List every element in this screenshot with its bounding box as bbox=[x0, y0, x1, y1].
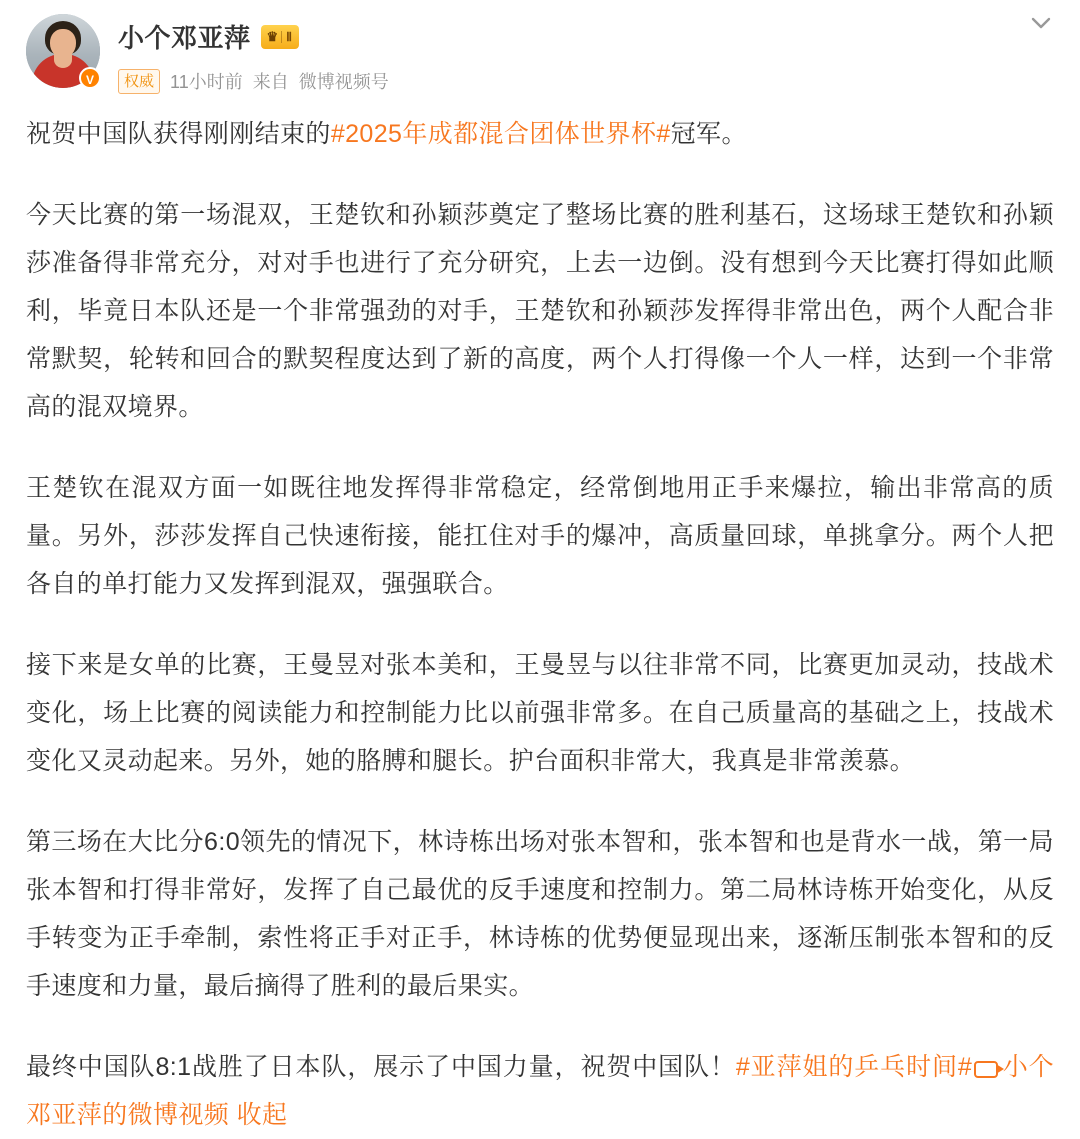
video-title-link[interactable]: 小个邓亚萍的微博视频 bbox=[26, 1053, 1054, 1129]
post-meta bbox=[118, 68, 1054, 94]
author-info bbox=[118, 14, 1054, 94]
paragraph-5: 第三场在大比分6:0领先的情况下，林诗栋出场对张本智和，张本智和也是背水一战，第一局张本智和打得非常好，发挥了自己最优的反手速度和控制力。第二局林诗栋开始变化，从反手转变为正手牵制，索性将正手对正手，林诗栋的优势便显现出来，逐渐压制张本智和的反手速度和力量，最后摘得了胜利的最后果实。 bbox=[26, 828, 1054, 1000]
paragraph-1-text-b: 冠军。 bbox=[670, 120, 747, 148]
crown-icon: ♛ bbox=[266, 29, 279, 44]
topic-link-worldcup[interactable]: #2025年成都混合团体世界杯# bbox=[330, 120, 671, 148]
paragraph-3: 王楚钦在混双方面一如既往地发挥得非常稳定，经常倒地用正手来爆拉，输出非常高的质量。另外，莎莎发挥自己快速衔接，能扛住对手的爆冲，高质量回球，单挑拿分。两个人把各自的单打能力又发挥到混双，强强联合。 bbox=[26, 474, 1054, 598]
paragraph-6 bbox=[26, 1043, 1054, 1139]
author-name-row bbox=[118, 18, 1054, 55]
post-header bbox=[26, 14, 1054, 94]
author-name[interactable]: 小个邓亚萍 bbox=[118, 23, 251, 53]
verified-badge-icon: V bbox=[79, 67, 101, 89]
vip-badge[interactable] bbox=[261, 25, 300, 49]
post-source[interactable]: 微博视频号 bbox=[298, 72, 389, 92]
paragraph-1-text-a: 祝贺中国队获得刚刚结束的 bbox=[26, 120, 331, 148]
paragraph-2: 今天比赛的第一场混双，王楚钦和孙颖莎奠定了整场比赛的胜利基石，这场球王楚钦和孙颖莎准备得非常充分，对对手也进行了充分研究，上去一边倒。没有想到今天比赛打得如此顺利，毕竟日本队还是一个非常强劲的对手，王楚钦和孙颖莎发挥得非常出色，两个人配合非常默契，轮转和回合的默契程度达到了新的高度，两个人打得像一个人一样，达到一个非常高的混双境界。 bbox=[26, 201, 1054, 421]
paragraph-1 bbox=[26, 110, 1054, 158]
video-camera-icon bbox=[974, 1061, 998, 1078]
collapse-text-button[interactable]: 收起 bbox=[236, 1101, 288, 1129]
topic-link-pingpong-time[interactable]: #亚萍姐的乒乓时间# bbox=[735, 1053, 973, 1081]
avatar-collar bbox=[54, 52, 72, 68]
paragraph-4: 接下来是女单的比赛，王曼昱对张本美和，王曼昱与以往非常不同，比赛更加灵动，技战术变化，场上比赛的阅读能力和控制能力比以前强非常多。在自己质量高的基础之上，技战术变化又灵动起来。另外，她的胳膊和腿长。护台面积非常大，我真是非常羡慕。 bbox=[26, 651, 1054, 775]
vip-level-label: Ⅱ bbox=[281, 31, 292, 43]
source-prefix: 来自 bbox=[252, 72, 289, 92]
chevron-down-icon[interactable] bbox=[1026, 8, 1056, 38]
authority-tag: 权威 bbox=[118, 69, 160, 94]
post-time[interactable]: 11小时前 bbox=[170, 72, 243, 92]
paragraph-6-text: 最终中国队8:1战胜了日本队，展示了中国力量，祝贺中国队！ bbox=[26, 1053, 736, 1081]
post-content bbox=[26, 110, 1054, 1139]
avatar[interactable] bbox=[26, 14, 100, 88]
